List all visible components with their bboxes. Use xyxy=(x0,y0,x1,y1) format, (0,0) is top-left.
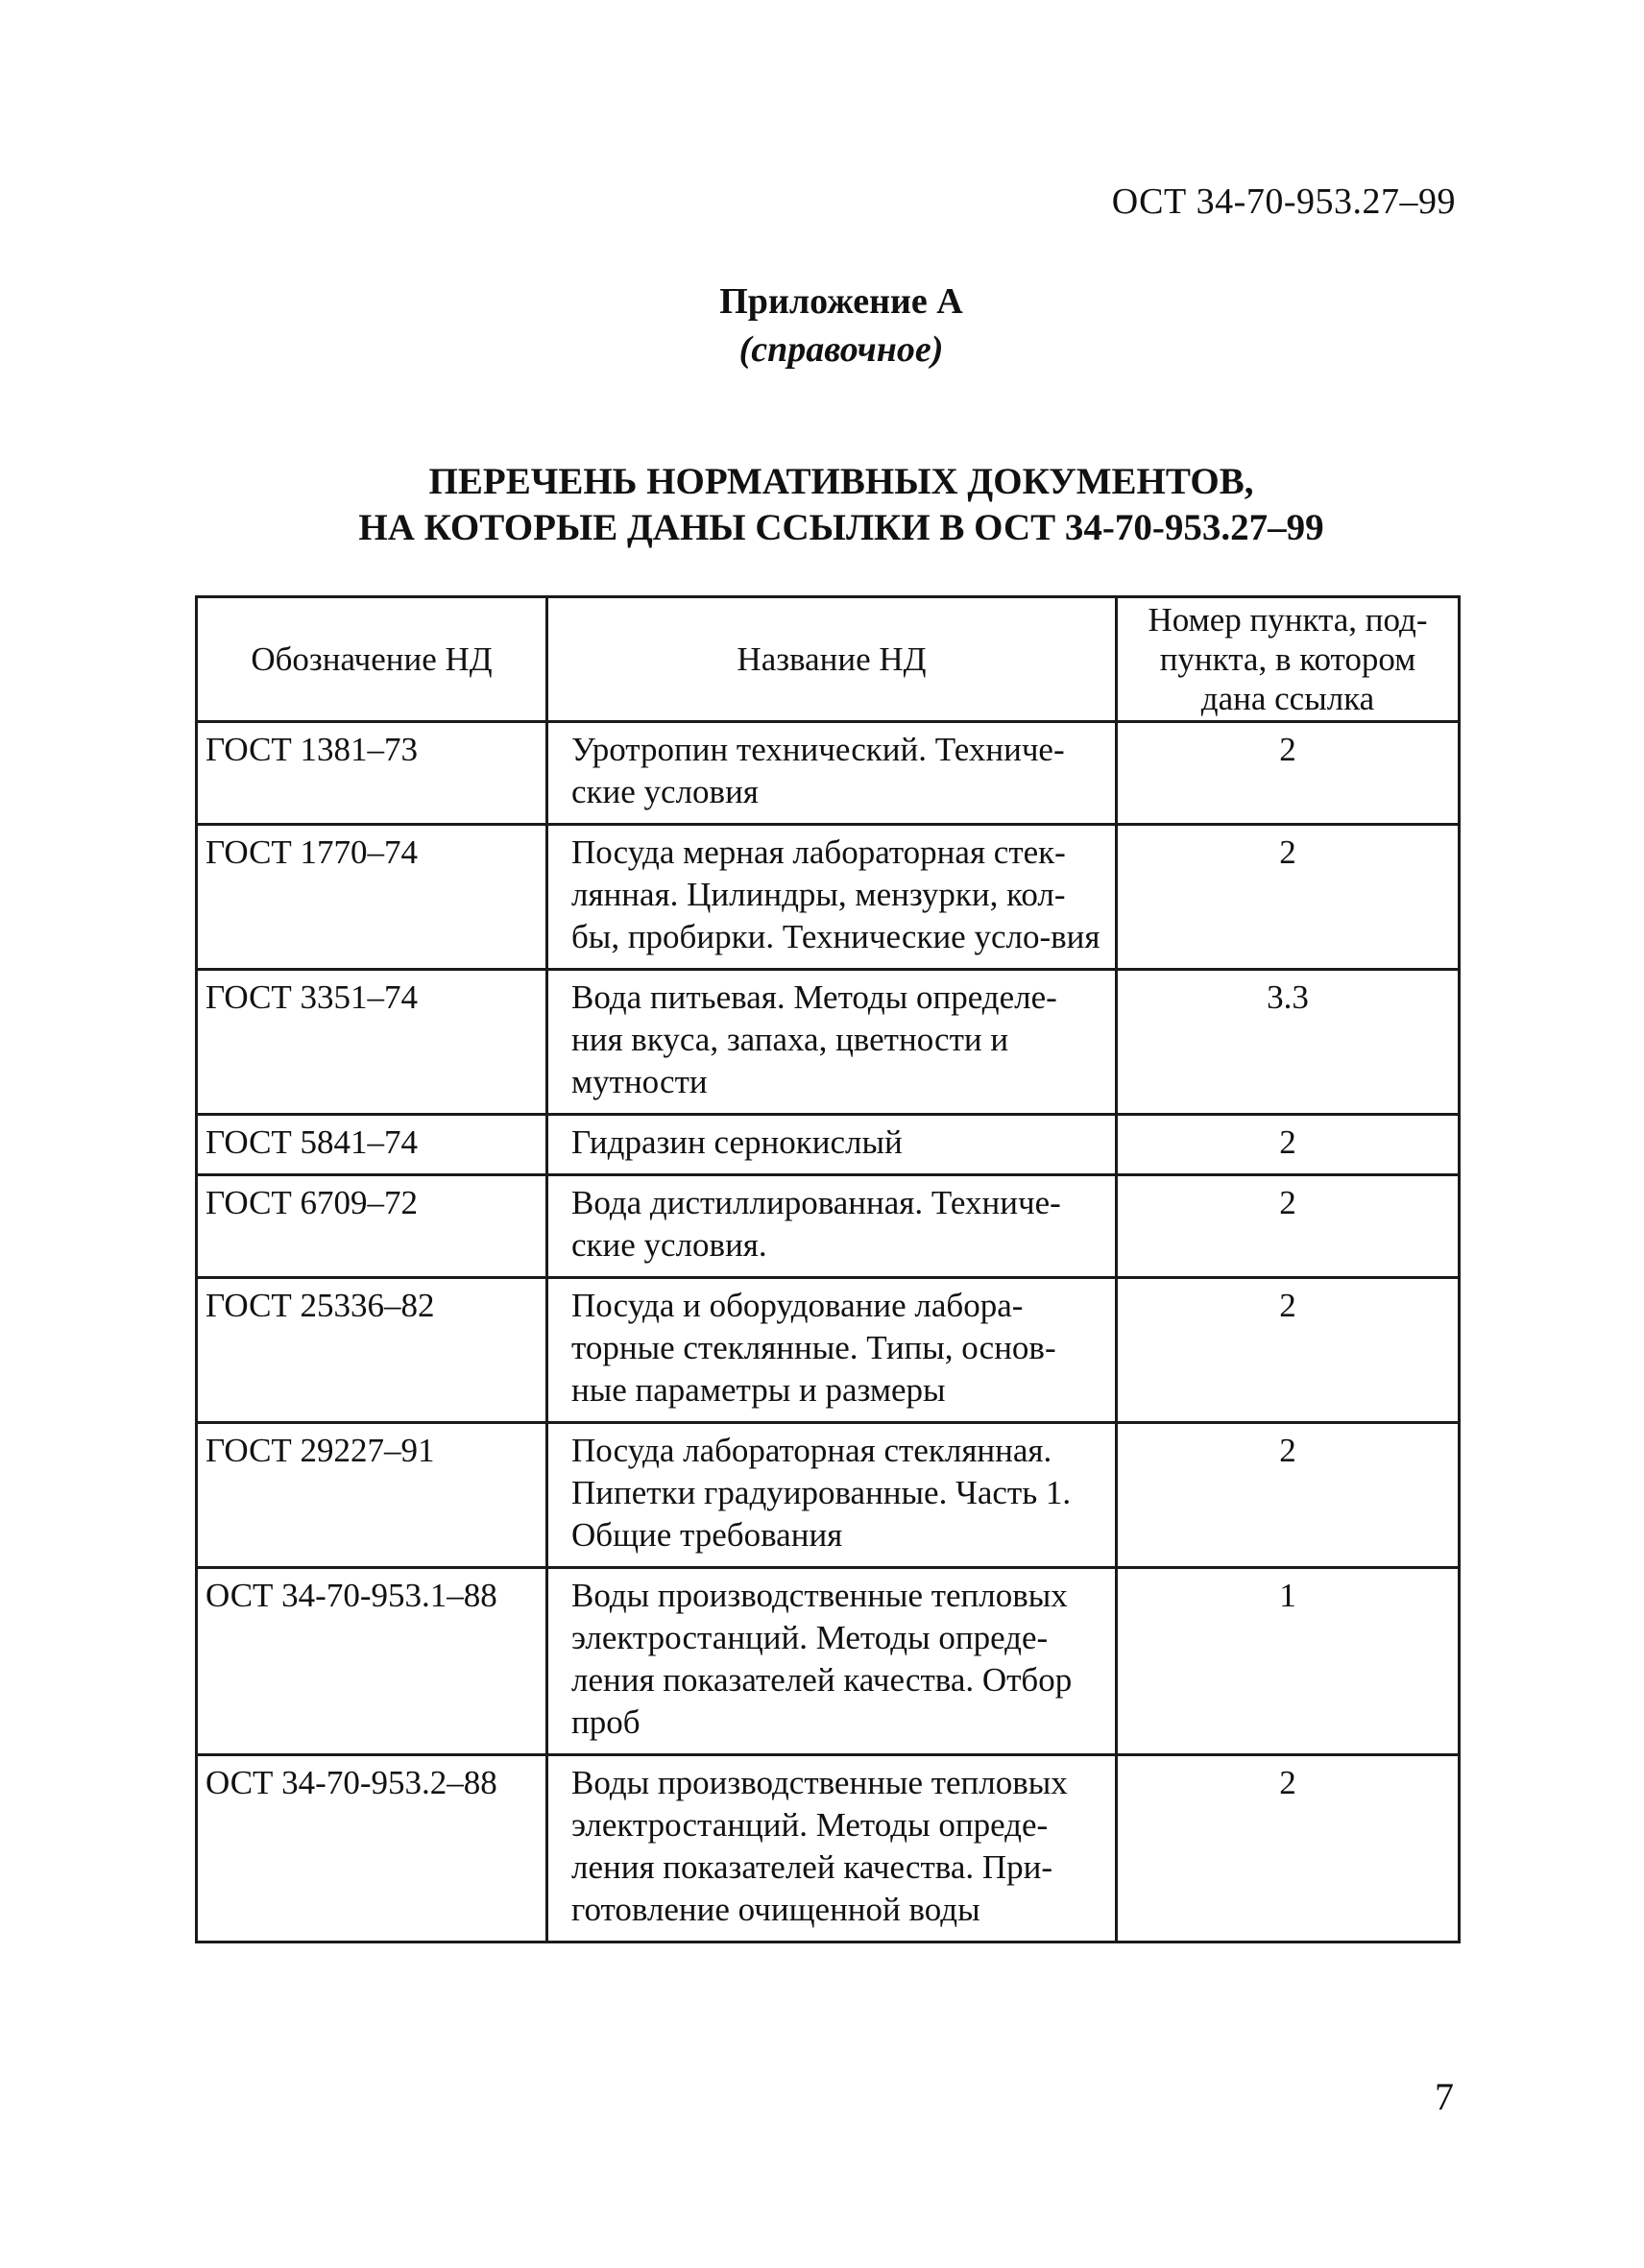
row-point: 3.3 xyxy=(1117,970,1460,1115)
row-point: 1 xyxy=(1117,1568,1460,1755)
list-title xyxy=(0,459,1644,551)
row-code: ГОСТ 3351–74 xyxy=(197,970,547,1115)
row-point: 2 xyxy=(1117,1278,1460,1423)
row-name: Посуда лабораторная стеклянная. Пипетки градуированные. Часть 1. Общие требования xyxy=(547,1423,1117,1568)
table-row xyxy=(197,1115,1460,1175)
page-number: 7 xyxy=(1435,2075,1454,2118)
document-code: ОСТ 34-70-953.27–99 xyxy=(1111,181,1456,222)
row-code: ГОСТ 1770–74 xyxy=(197,825,547,970)
row-name: Вода питьевая. Методы определе-ния вкуса, запаха, цветности и мутности xyxy=(547,970,1117,1115)
row-code: ГОСТ 1381–73 xyxy=(197,722,547,825)
list-title-line-2: НА КОТОРЫЕ ДАНЫ ССЫЛКИ В ОСТ 34-70-953.27–99 xyxy=(358,507,1324,548)
table-row xyxy=(197,825,1460,970)
table-row xyxy=(197,1755,1460,1942)
row-point: 2 xyxy=(1117,1755,1460,1942)
table-row xyxy=(197,970,1460,1115)
row-name: Воды производственные тепловых электростанций. Методы опреде-ления показателей качества. Отбор проб xyxy=(547,1568,1117,1755)
header-code: Обозначение НД xyxy=(197,597,547,722)
table-row xyxy=(197,1423,1460,1568)
row-code: ГОСТ 29227–91 xyxy=(197,1423,547,1568)
table-header-row xyxy=(197,597,1460,722)
row-name: Посуда мерная лабораторная стек-лянная. Цилиндры, мензурки, кол-бы, пробирки. Технические усло-вия xyxy=(547,825,1117,970)
list-title-line-1: ПЕРЕЧЕНЬ НОРМАТИВНЫХ ДОКУМЕНТОВ, xyxy=(428,461,1254,502)
appendix-title: Приложение А xyxy=(719,281,963,322)
row-code: ОСТ 34-70-953.1–88 xyxy=(197,1568,547,1755)
row-code: ГОСТ 25336–82 xyxy=(197,1278,547,1423)
table-row xyxy=(197,1278,1460,1423)
row-point: 2 xyxy=(1117,1175,1460,1278)
row-name: Воды производственные тепловых электростанций. Методы опреде-ления показателей качества. При-готовление очищенной воды xyxy=(547,1755,1117,1942)
table-row xyxy=(197,1175,1460,1278)
references-table xyxy=(195,595,1461,1943)
row-code: ГОСТ 5841–74 xyxy=(197,1115,547,1175)
row-point: 2 xyxy=(1117,825,1460,970)
row-point: 2 xyxy=(1117,1423,1460,1568)
row-name: Уротропин технический. Техниче-ские условия xyxy=(547,722,1117,825)
row-code: ОСТ 34-70-953.2–88 xyxy=(197,1755,547,1942)
header-point: Номер пункта, под-пункта, в котором дана ссылка xyxy=(1117,597,1460,722)
table-row xyxy=(197,722,1460,825)
row-code: ГОСТ 6709–72 xyxy=(197,1175,547,1278)
row-point: 2 xyxy=(1117,1115,1460,1175)
row-name: Вода дистиллированная. Техниче-ские условия. xyxy=(547,1175,1117,1278)
row-name: Гидразин сернокислый xyxy=(547,1115,1117,1175)
row-point: 2 xyxy=(1117,722,1460,825)
table-row xyxy=(197,1568,1460,1755)
appendix-subtitle: (справочное) xyxy=(738,329,944,370)
row-name: Посуда и оборудование лабора-торные стеклянные. Типы, основ-ные параметры и размеры xyxy=(547,1278,1117,1423)
header-name: Название НД xyxy=(547,597,1117,722)
